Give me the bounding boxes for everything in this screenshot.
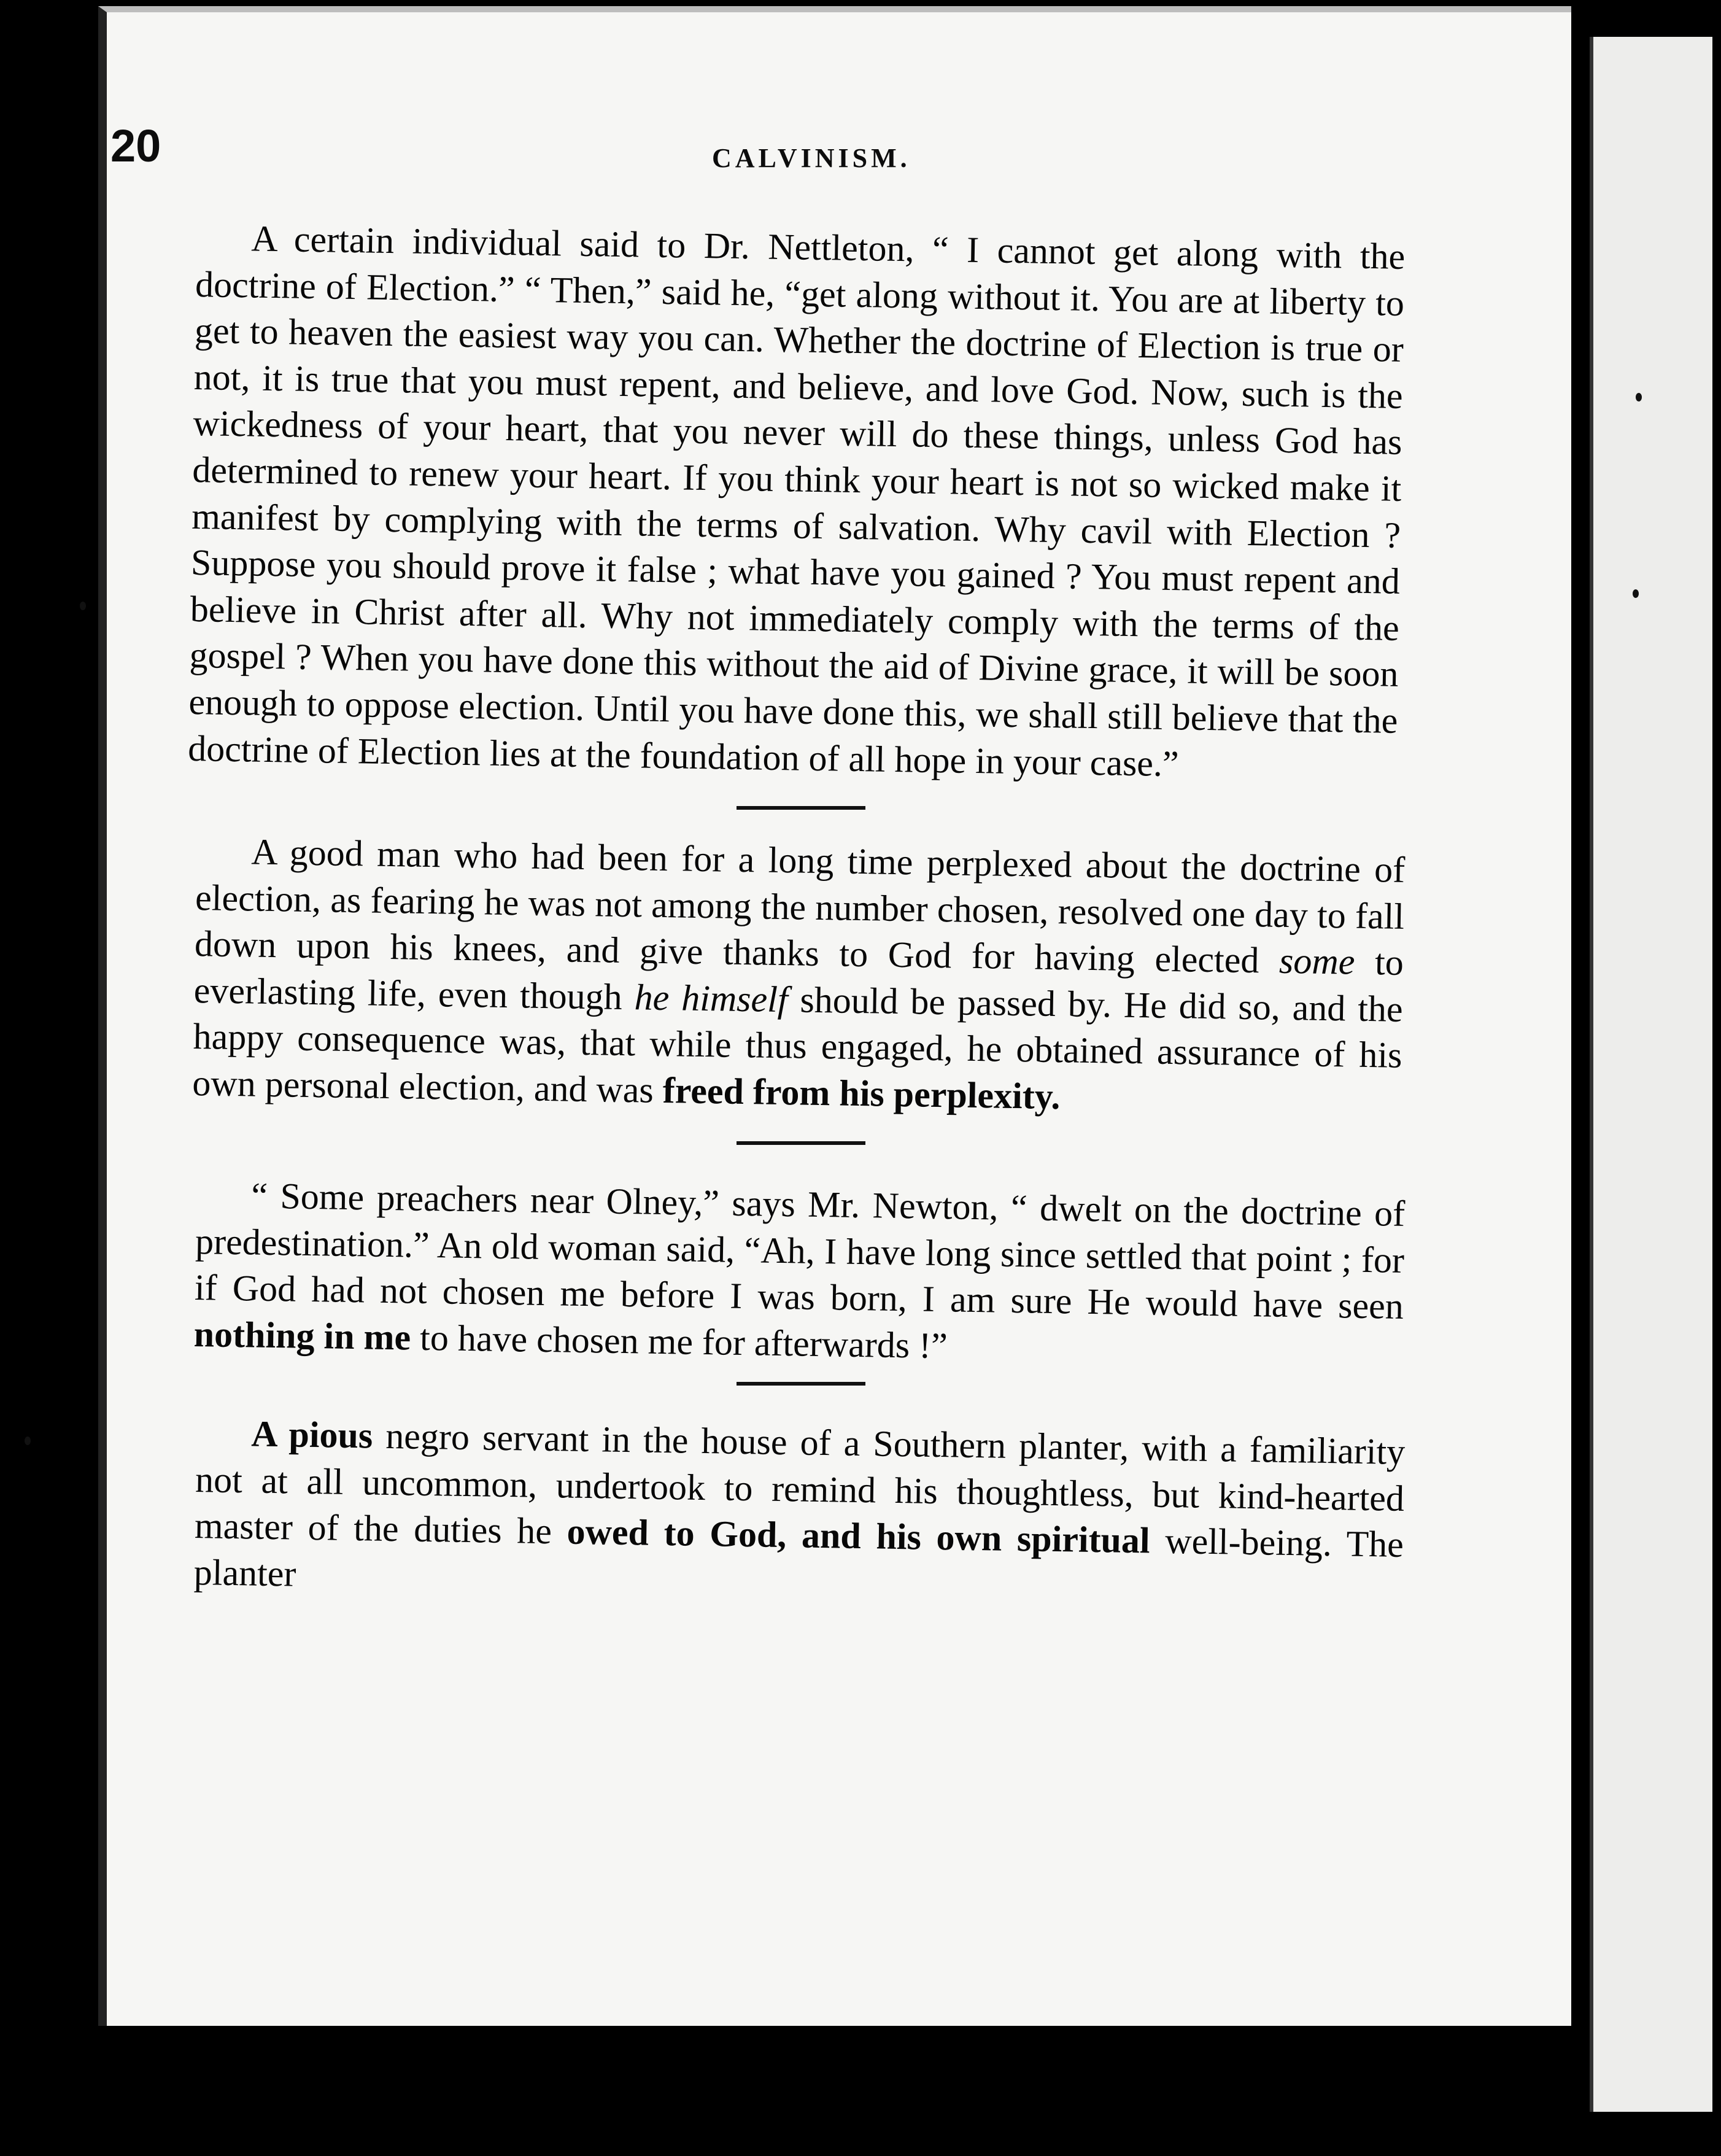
- ink-speck: [1636, 393, 1642, 401]
- page-body: [187, 215, 1406, 1596]
- page-number: 20: [110, 120, 161, 171]
- section-divider: [737, 1382, 865, 1386]
- paragraph-text: well-being. The planter: [193, 1520, 1404, 1594]
- ink-speck: [80, 602, 86, 610]
- running-head: CALVINISM.: [712, 143, 911, 173]
- ink-speck: [25, 1437, 31, 1445]
- paragraph-newton: [193, 1172, 1406, 1376]
- bold-print: owed to God, and his own spiritual: [567, 1511, 1151, 1561]
- section-divider: [737, 1141, 865, 1145]
- paragraph-text: “ Some preachers near Olney,” says Mr. Newton, “ dwelt on the doctrine of predestination.” An old woman said, “Ah, I have long since settled that point ; for if God had not chosen me before I was born, I am sure He would have seen: [194, 1175, 1406, 1327]
- paragraph-text: to have chosen me for afterwards !”: [410, 1316, 948, 1366]
- section-divider: [737, 806, 865, 810]
- facing-page-edge: [1590, 37, 1712, 2112]
- italic-emphasis: he himself: [634, 977, 789, 1020]
- italic-emphasis: some: [1278, 940, 1355, 982]
- paragraph-text: negro servant in the house of a Southern planter, with a familiarity not at all uncommon, undertook to remind his thoughtless, but kind-hearted master of the duties he: [194, 1415, 1406, 1552]
- paragraph-good-man: [192, 828, 1406, 1125]
- bold-print: nothing in me: [193, 1313, 411, 1357]
- paragraph-text: should be passed by. He did so, and the happy consequence was, that while thus engaged, he obtained assurance of his own personal election, and was: [191, 979, 1404, 1111]
- bold-print: freed from his perplexity.: [662, 1070, 1061, 1117]
- paragraph-nettleton: [188, 215, 1406, 791]
- paragraph-text: A certain individual said to Dr. Nettleton, “ I cannot get along with the doctrine of Election.” “ Then,” said he, “get along without it. You are at liberty to get to heaven the easiest way you can. Whether the doctrine of Election is true or not, it is true that you must repent, and believe, and love God. Now, such is the wickedness of your heart, that you never will do these things, unless God has determined to renew your heart. If you think your heart is not so wicked make it manifest by complying with the terms of salvation. Why cavil with Election ? Suppose you should prove it false ; what have you gained ? You must repent and believe in Christ after all. Why not immediately comply with the terms of the gospel ? When you have done this without the aid of Divine grace, it will be soon enough to oppose election. Until you have done this, we shall still believe that the doctrine of Election lies at the foundation of all hope in your case.”: [187, 218, 1406, 784]
- bold-print: A pious: [250, 1413, 373, 1456]
- paragraph-servant: [193, 1410, 1406, 1615]
- ink-speck: [1633, 589, 1639, 598]
- paragraph-text: to everlasting life, even though: [193, 941, 1404, 1018]
- paragraph-text: A good man who had been for a long time perplexed about the doctrine of election, as fearing he was not among the number chosen, resolved one day to fall down upon his knees, and give thanks to God for having elected: [194, 831, 1406, 982]
